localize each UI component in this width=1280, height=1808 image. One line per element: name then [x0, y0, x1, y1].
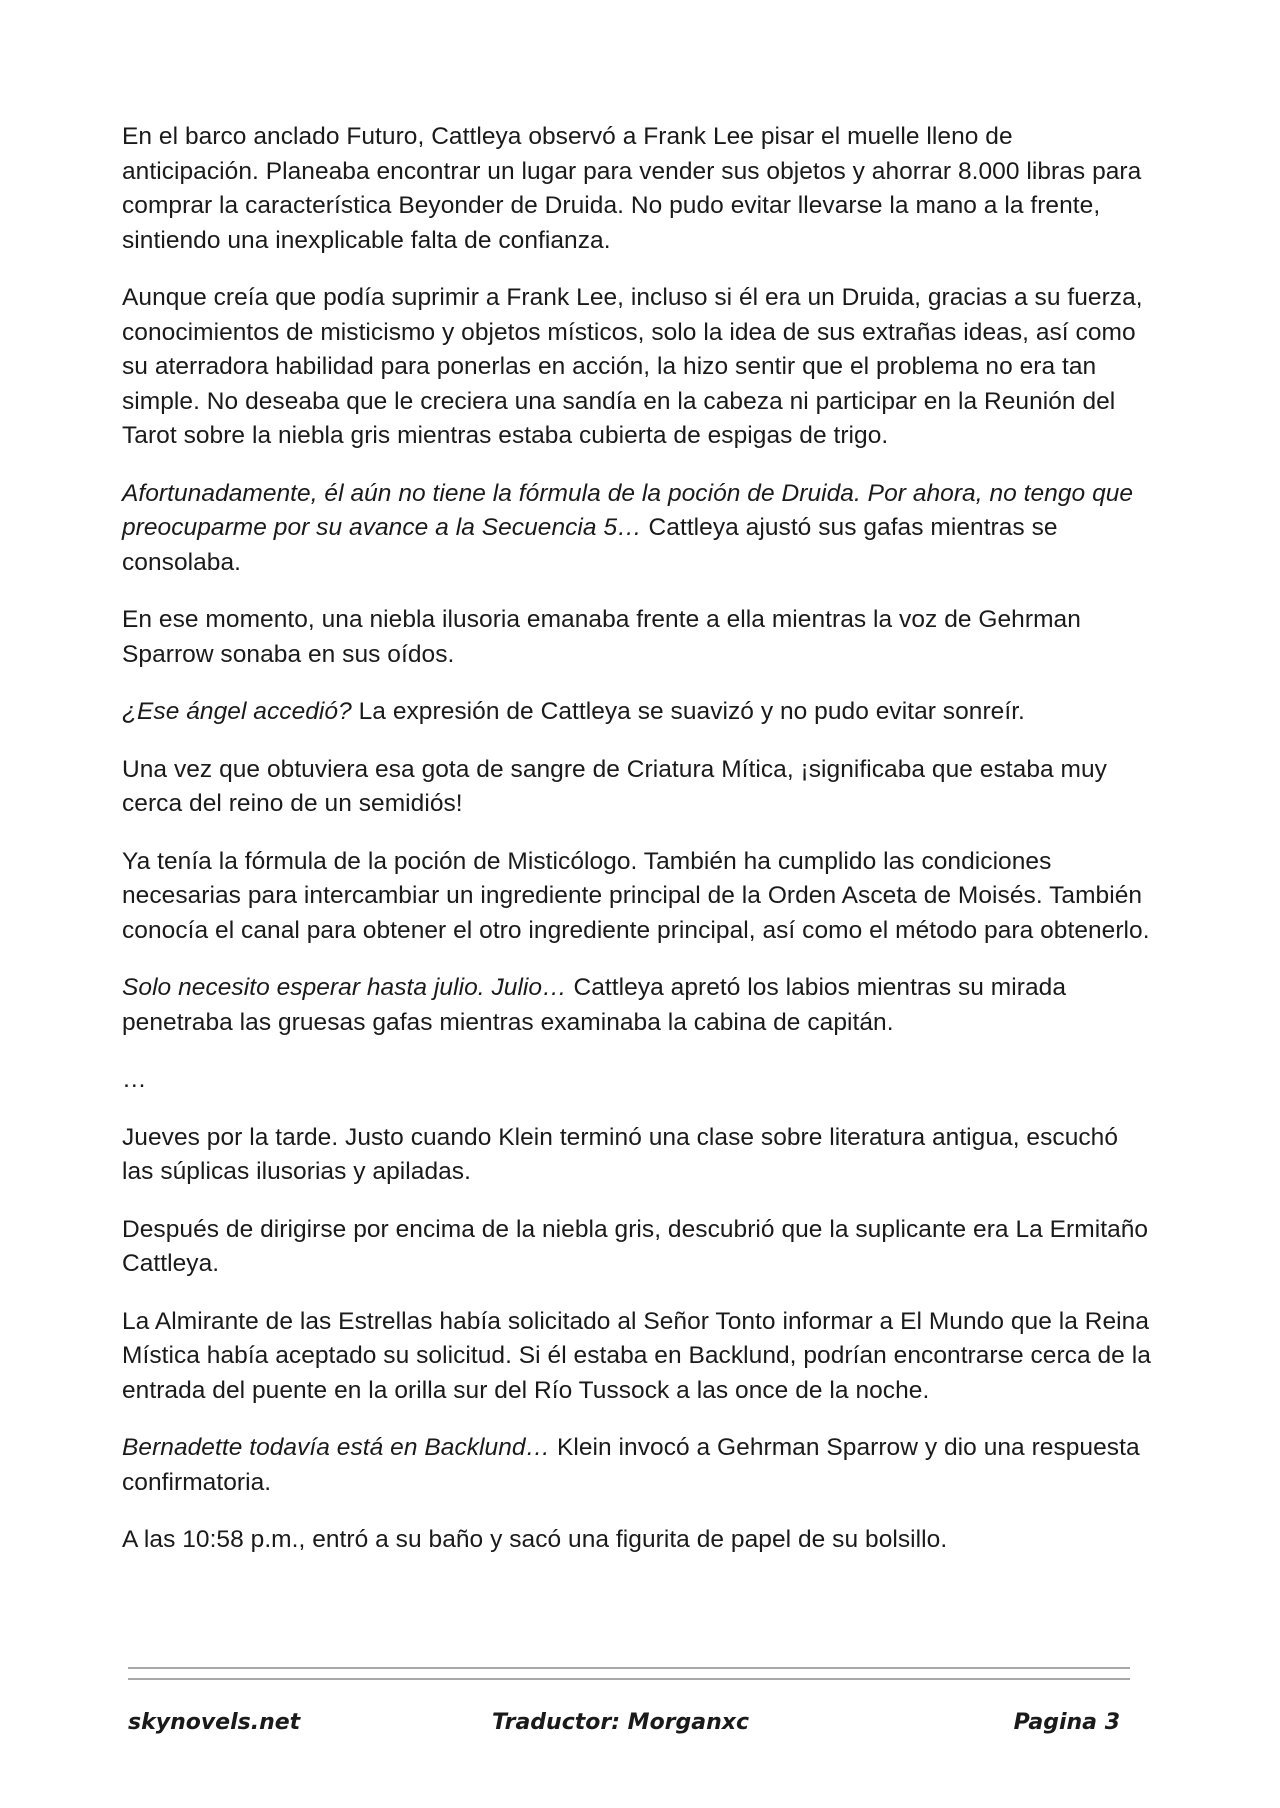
footer-divider-top	[128, 1667, 1130, 1669]
paragraph	[122, 1213, 1152, 1282]
paragraph	[122, 1063, 1152, 1098]
italic-thought-text: ¿Ese ángel accedió?	[122, 698, 352, 725]
paragraph-text: Una vez que obtuviera esa gota de sangre de Criatura Mítica, ¡significaba que estaba muy cerca del reino de un semidiós!	[122, 755, 1107, 817]
paragraph-text: Cattleya apretó los labios mientras su mirada penetraba las gruesas gafas mientras examinaba la cabina de capitán.	[122, 974, 1066, 1036]
italic-thought-text: Solo necesito esperar hasta julio. Julio…	[122, 974, 567, 1001]
document-body	[122, 120, 1152, 1581]
italic-thought-text: Afortunadamente, él aún no tiene la fórmula de la poción de Druida. Por ahora, no tengo que preocuparme por su avance a la Secuencia 5…	[122, 479, 1134, 541]
paragraph-text: …	[122, 1066, 147, 1093]
footer-translator: Traductor: Morganxc	[492, 1710, 750, 1735]
paragraph	[122, 1431, 1152, 1500]
footer-site: skynovels.net	[128, 1710, 301, 1735]
paragraph-text: Cattleya ajustó sus gafas mientras se consolaba.	[122, 514, 1058, 576]
paragraph-text: Jueves por la tarde. Justo cuando Klein terminó una clase sobre literatura antigua, escuchó las súplicas ilusorias y apiladas.	[122, 1123, 1119, 1185]
paragraph-text: A las 10:58 p.m., entró a su baño y sacó una figurita de papel de su bolsillo.	[122, 1526, 948, 1553]
paragraph	[122, 281, 1152, 454]
italic-thought-text: Bernadette todavía está en Backlund…	[122, 1434, 551, 1461]
page-footer	[128, 1710, 1120, 1744]
paragraph	[122, 1305, 1152, 1409]
paragraph	[122, 753, 1152, 822]
paragraph	[122, 1523, 1152, 1558]
footer-page-number: Pagina 3	[1013, 1710, 1120, 1735]
paragraph-text: Klein invocó a Gehrman Sparrow y dio una respuesta confirmatoria.	[122, 1434, 1140, 1496]
paragraph-text: En ese momento, una niebla ilusoria emanaba frente a ella mientras la voz de Gehrman Sparrow sonaba en sus oídos.	[122, 606, 1081, 668]
paragraph-text: Después de dirigirse por encima de la niebla gris, descubrió que la suplicante era La Ermitaño Cattleya.	[122, 1215, 1149, 1277]
paragraph	[122, 120, 1152, 258]
paragraph	[122, 477, 1152, 581]
paragraph-text: La Almirante de las Estrellas había solicitado al Señor Tonto informar a El Mundo que la Reina Mística había aceptado su solicitud. Si él estaba en Backlund, podrían encontrarse cerca de la entrada del puente en la orilla sur del Río Tussock a las once de la noche.	[122, 1307, 1151, 1404]
paragraph-text: La expresión de Cattleya se suavizó y no pudo evitar sonreír.	[351, 698, 1025, 725]
footer-divider-bottom	[128, 1678, 1130, 1680]
paragraph	[122, 845, 1152, 949]
paragraph	[122, 695, 1152, 730]
paragraph	[122, 971, 1152, 1040]
paragraph-text: Ya tenía la fórmula de la poción de Misticólogo. También ha cumplido las condiciones necesarias para intercambiar un ingrediente principal de la Orden Asceta de Moisés. También conocía el canal para obtener el otro ingrediente principal, así como el método para obtenerlo.	[122, 847, 1150, 944]
paragraph-text: En el barco anclado Futuro, Cattleya observó a Frank Lee pisar el muelle lleno de anticipación. Planeaba encontrar un lugar para vender sus objetos y ahorrar 8.000 libras para comprar la característica Beyonder de Druida. No pudo evitar llevarse la mano a la frente, sintiendo una inexplicable falta de confianza.	[122, 123, 1142, 254]
paragraph	[122, 603, 1152, 672]
paragraph-text: Aunque creía que podía suprimir a Frank Lee, incluso si él era un Druida, gracias a su fuerza, conocimientos de misticismo y objetos místicos, solo la idea de sus extrañas ideas, así como su aterradora habilidad para ponerlas en acción, la hizo sentir que el problema no era tan simple. No deseaba que le creciera una sandía en la cabeza ni participar en la Reunión del Tarot sobre la niebla gris mientras estaba cubierta de espigas de trigo.	[122, 284, 1143, 449]
paragraph	[122, 1121, 1152, 1190]
